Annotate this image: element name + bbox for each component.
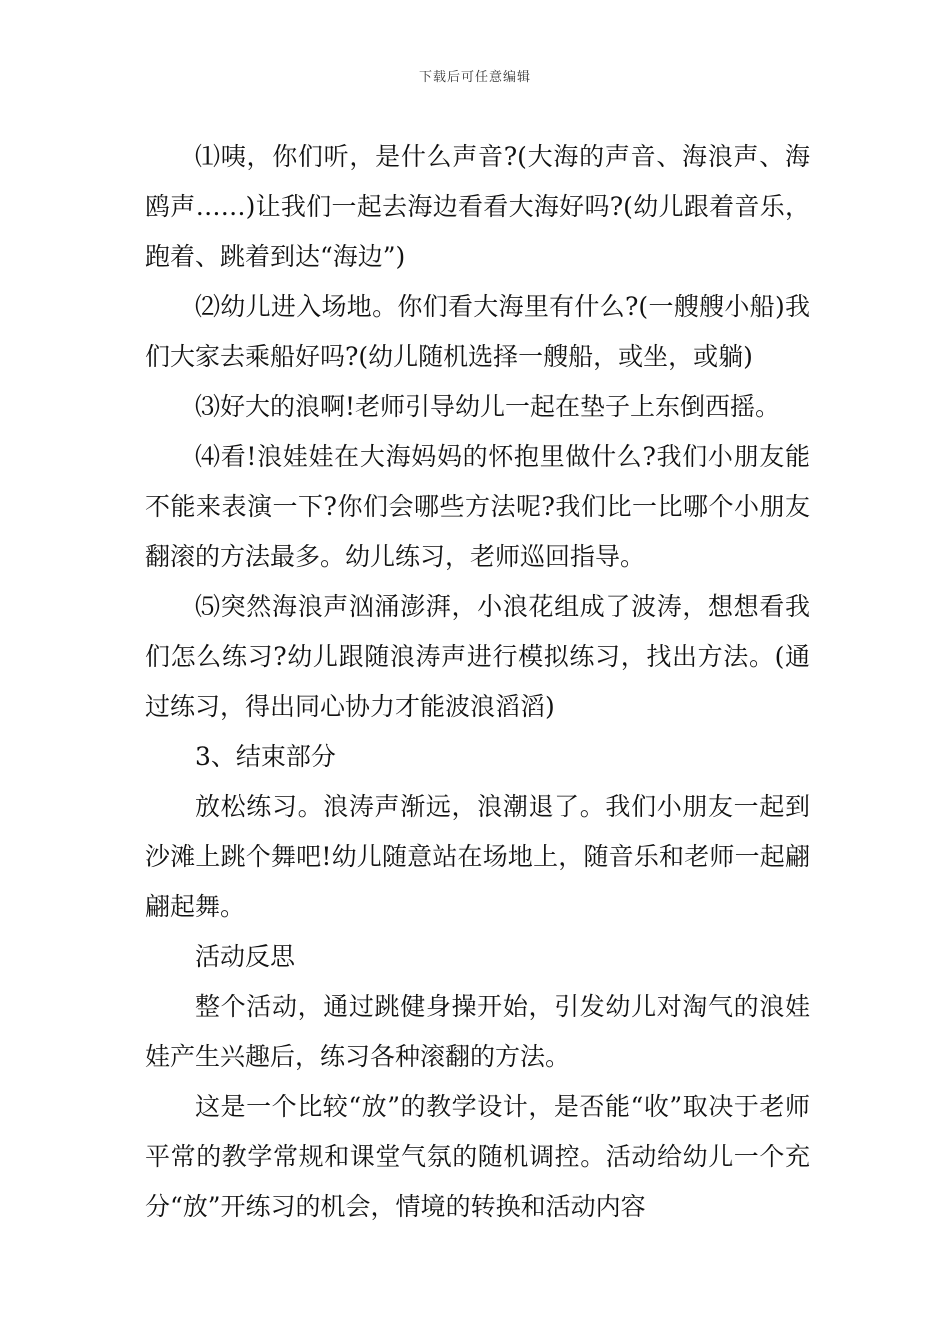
paragraph-step-3: ⑶好大的浪啊!老师引导幼儿一起在垫子上东倒西摇。 [195,392,781,421]
section-heading-reflection: 活动反思 [195,942,296,971]
page-header: 下载后可任意编辑 [418,70,531,85]
paragraph-step-1: ⑴咦，你们听，是什么声音?(大海的声音、海浪声、海鸥声……)让我们一起去海边看看大海好吗?(幼儿跟着音乐，跑着、跳着到达“海边”) [145,142,810,271]
paragraph-reflection-1: 整个活动，通过跳健身操开始，引发幼儿对淘气的浪娃娃产生兴趣后，练习各种滚翻的方法。 [145,992,810,1071]
paragraph-reflection-2: 这是一个比较“放”的教学设计，是否能“收”取决于老师平常的教学常规和课堂气氛的随机调控。活动给幼儿一个充分“放”开练习的机会，情境的转换和活动内容 [145,1092,810,1221]
paragraph-step-5: ⑸突然海浪声汹涌澎湃，小浪花组成了波涛，想想看我们怎么练习?幼儿跟随浪涛声进行模拟练习，找出方法。(通过练习，得出同心协力才能波浪滔滔) [145,592,810,721]
paragraph-step-2: ⑵幼儿进入场地。你们看大海里有什么?(一艘艘小船)我们大家去乘船好吗?(幼儿随机选择一艘船，或坐，或躺) [145,292,810,371]
section-heading-ending: 3、结束部分 [195,742,336,771]
paragraph-relaxation: 放松练习。浪涛声渐远，浪潮退了。我们小朋友一起到沙滩上跳个舞吧!幼儿随意站在场地上，随音乐和老师一起翩翩起舞。 [145,792,810,921]
paragraph-step-4: ⑷看!浪娃娃在大海妈妈的怀抱里做什么?我们小朋友能不能来表演一下?你们会哪些方法呢?我们比一比哪个小朋友翻滚的方法最多。幼儿练习，老师巡回指导。 [145,442,810,571]
document-body [145,132,810,1232]
